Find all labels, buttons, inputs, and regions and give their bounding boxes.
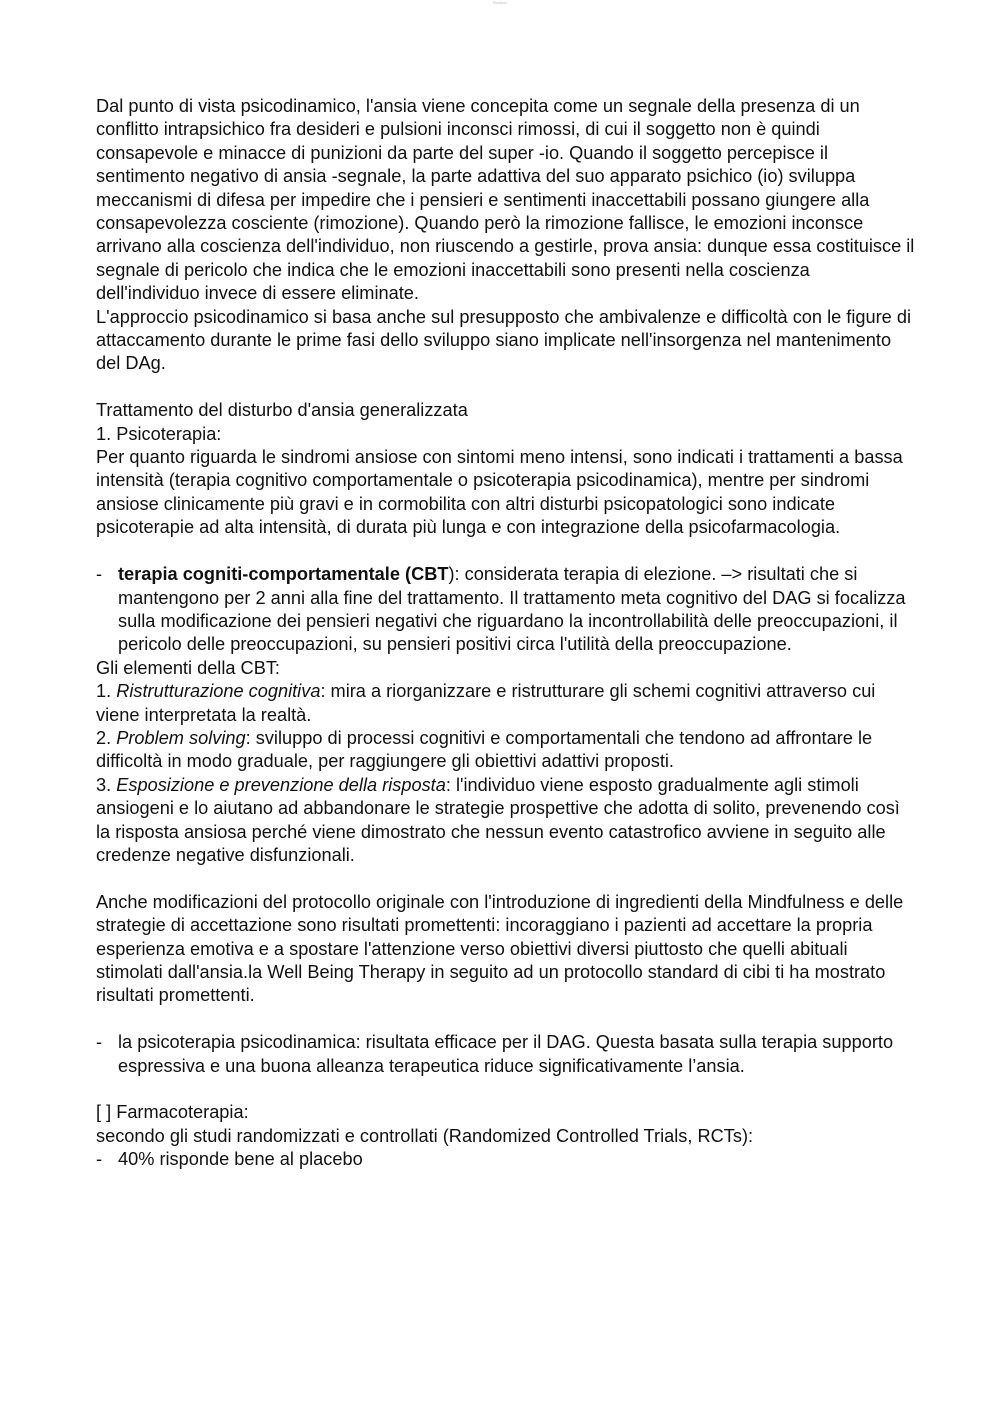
element-number: 3.	[96, 774, 117, 795]
element-text: : mira a riorganizzare e ristrutturare gli schemi cognitivi attraverso cui viene interpretata la realtà.	[96, 681, 876, 725]
spacer	[96, 1008, 916, 1031]
watermark-text: Studocu	[492, 0, 508, 5]
spacer	[96, 867, 916, 890]
cbt-element-1	[96, 680, 916, 727]
element-text: : sviluppo di processi cognitivi e comportamentali che tendono ad affrontare le difficoltà in modo graduale, per raggiungere gli obiettivi adattivi proposti.	[96, 727, 873, 772]
cbt-elements-title: Gli elementi della CBT:	[96, 657, 280, 678]
cbt-element-3	[96, 774, 916, 868]
spacer	[96, 540, 916, 563]
pharma-intro: secondo gli studi randomizzati e controllati (Randomized Controlled Trials, RCTs):	[96, 1125, 754, 1146]
element-number: 2.	[96, 727, 117, 748]
document-page	[96, 95, 916, 1172]
bullet-item-psychodynamic	[96, 1031, 916, 1078]
list-item-psicoterapia: 1. Psicoterapia:	[96, 423, 222, 444]
dash-bullet: -	[96, 1032, 103, 1053]
element-term: Problem solving	[116, 727, 246, 748]
element-term: Esposizione e prevenzione della risposta	[116, 774, 446, 795]
bullet-item-placebo	[96, 1148, 916, 1171]
element-text: : l'individuo viene esposto gradualmente agli stimoli ansiogeni e lo aiutano ad abbandonare le strategie prospettive che adotta di solito, prevenendo così la risposta ansiosa perché viene dimostrato che nessun evento catastrofico avviene in seguito alle credenze negative disfunzionali.	[96, 774, 900, 865]
cbt-element-2	[96, 727, 916, 774]
dash-bullet: -	[96, 564, 103, 585]
spacer	[96, 1078, 916, 1101]
element-number: 1.	[96, 681, 117, 702]
intro-paragraph-2: L'approccio psicodinamico si basa anche sul presupposto che ambivalenze e difficoltà con le figure di attaccamento durante le prime fasi dello sviluppo siano implicate nell'insorgenza nel mantenimento del DAg.	[96, 306, 911, 374]
bullet-item-cbt	[96, 563, 916, 657]
element-term: Ristrutturazione cognitiva	[116, 681, 321, 702]
cbt-text: : considerata terapia di elezione. –> risultati che si mantengono per 2 anni alla fine del trattamento. Il trattamento meta cognitivo del DAG si focalizza sulla modificazione dei pensieri negativi che riguardano la incontrollabilità delle preoccupazioni, il pericolo delle preoccupazioni, su pensieri positivi circa l'utilità della preoccupazione.	[118, 564, 906, 655]
placebo-text: 40% risponde bene al placebo	[118, 1149, 363, 1170]
cbt-term-close: )	[448, 564, 455, 585]
pharma-title: [ ] Farmacoterapia:	[96, 1102, 249, 1123]
mindfulness-paragraph: Anche modificazioni del protocollo originale con l'introduzione di ingredienti della Mindfulness e delle strategie di accettazione sono risultati promettenti: incoraggiano i pazienti ad accettare la propria esperienza emotiva e a spostare l'attenzione verso obiettivi diversi piuttosto che quelli abituali stimolati dall'ansia.la Well Being Therapy in seguito ad un protocollo standard di cibi ti ha mostrato risultati promettenti.	[96, 891, 904, 1006]
section-title: Trattamento del disturbo d'ansia generalizzata	[96, 400, 468, 421]
treatment-paragraph: Per quanto riguarda le sindromi ansiose con sintomi meno intensi, sono indicati i trattamenti a bassa intensità (terapia cognitivo comportamentale o psicoterapia psicodinamica), mentre per sindromi ansiose clinicamente più gravi e in cormobilita con altri disturbi psicopatologici sono indicate psicoterapie ad alta intensità, di durata più lunga e con integrazione della psicofarmacologia.	[96, 447, 903, 538]
cbt-term: terapia cogniti-comportamentale (CBT	[118, 564, 449, 585]
psychodynamic-text: la psicoterapia psicodinamica: risultata efficace per il DAG. Questa basata sulla terapia supporto espressiva e una buona alleanza terapeutica riduce significativamente l’ansia.	[118, 1032, 894, 1076]
dash-bullet: -	[96, 1149, 103, 1170]
intro-paragraph-1: Dal punto di vista psicodinamico, l'ansia viene concepita come un segnale della presenza di un conflitto intrapsichico fra desideri e pulsioni inconsci rimossi, di cui il soggetto non è quindi consapevole e minacce di punizioni da parte del super -io. Quando il soggetto percepisce il sentimento negativo di ansia -segnale, la parte adattiva del suo apparato psichico (io) sviluppa meccanismi di difesa per impedire che i pensieri e sentimenti inaccettabili possano giungere alla consapevolezza cosciente (rimozione). Quando però la rimozione fallisce, le emozioni inconsce arrivano alla coscienza dell'individuo, non riuscendo a gestirle, prova ansia: dunque essa costituisce il segnale di pericolo che indica che le emozioni inaccettabili sono presenti nella coscienza dell'individuo invece di essere eliminate.	[96, 96, 915, 304]
spacer	[96, 376, 916, 399]
